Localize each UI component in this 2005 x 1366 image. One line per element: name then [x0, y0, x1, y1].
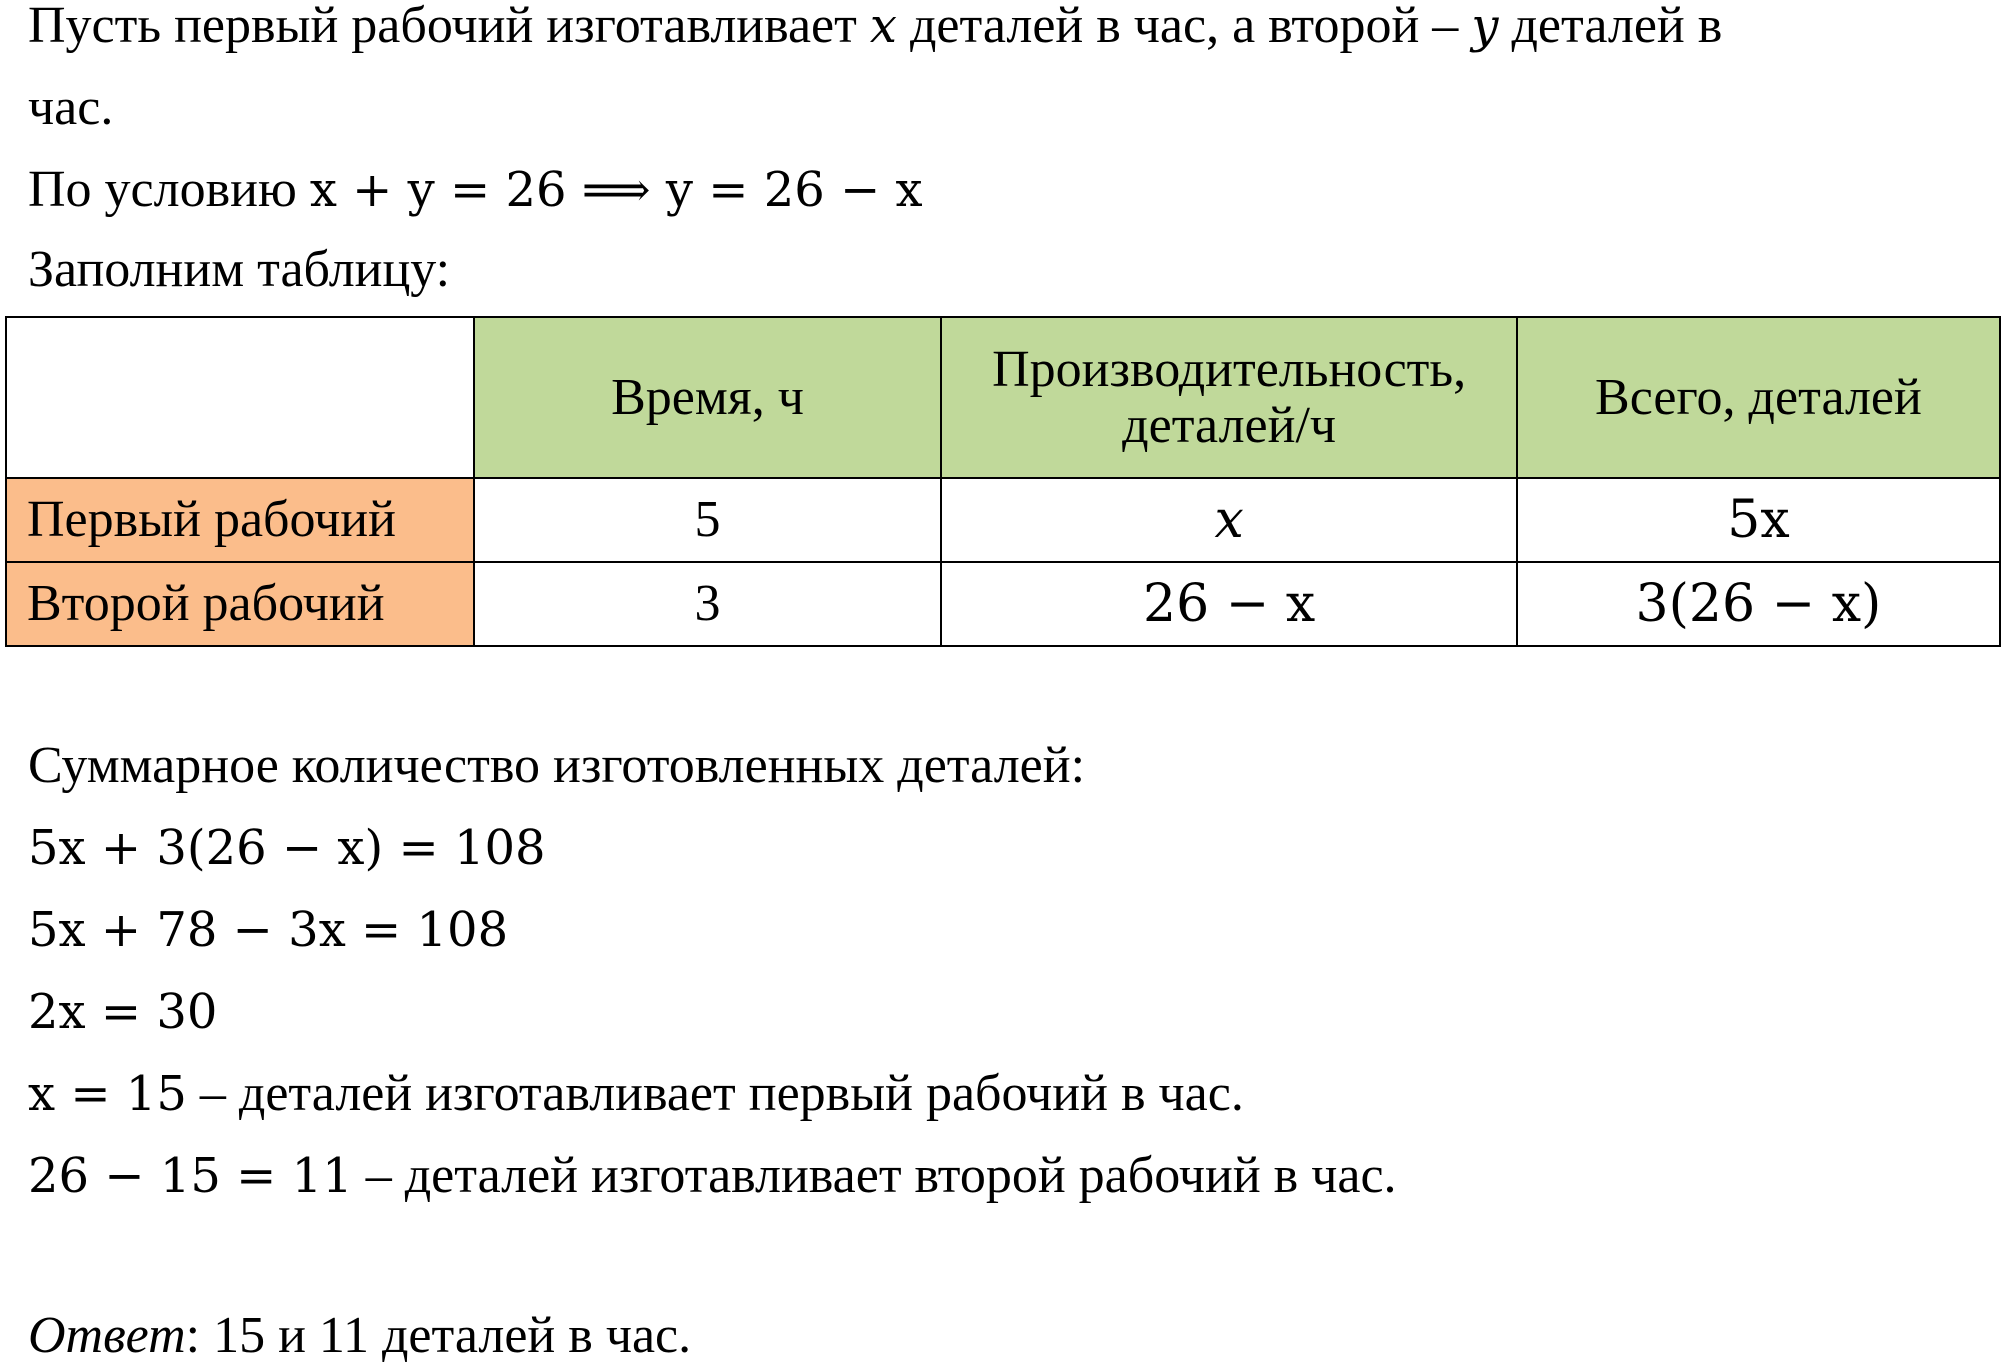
work-table	[5, 316, 2001, 647]
condition-line	[28, 160, 923, 220]
equation-4-text: – деталей изготавливает первый рабочий в час.	[186, 1065, 1244, 1122]
cell-time: 5	[474, 478, 942, 562]
sum-label: Суммарное количество изготовленных деталей:	[28, 737, 1086, 794]
cell-total: 3(26 − x)	[1517, 562, 2000, 646]
header-rate-line-1: Производительность,	[992, 340, 1467, 398]
header-total: Всего, деталей	[1517, 317, 2000, 478]
intro-line-2: час.	[28, 79, 114, 136]
table-row	[6, 562, 2000, 646]
equation-5-text: – деталей изготавливает второй рабочий в час.	[352, 1147, 1397, 1204]
equation-4: x = 15	[28, 1066, 187, 1122]
row-label-first-worker: Первый рабочий	[6, 478, 474, 562]
header-time: Время, ч	[474, 317, 942, 478]
table-row	[6, 478, 2000, 562]
header-rate-line-2: деталей/ч	[1122, 396, 1337, 454]
table-intro: Заполним таблицу:	[28, 241, 451, 298]
equation-1: 5x + 3(26 − x) = 108	[28, 820, 546, 876]
equation-5-line	[28, 1146, 1397, 1206]
cell-rate: x	[941, 478, 1517, 562]
variable-y: y	[1471, 0, 1499, 54]
header-empty-cell	[6, 317, 474, 478]
equation-4-line	[28, 1064, 1244, 1124]
intro-text-b: деталей в час, а второй –	[896, 0, 1472, 54]
cell-total: 5x	[1517, 478, 2000, 562]
table-header-row	[6, 317, 2000, 478]
intro-text-c: деталей в	[1498, 0, 1723, 54]
equation-3: 2x = 30	[28, 984, 218, 1040]
equation-2: 5x + 78 − 3x = 108	[28, 902, 509, 958]
intro-line-1	[28, 0, 1722, 56]
answer-label: Ответ	[28, 1307, 186, 1364]
condition-label: По условию	[28, 161, 310, 218]
cell-time: 3	[474, 562, 942, 646]
answer-text: : 15 и 11 деталей в час.	[185, 1307, 692, 1364]
cell-rate: 26 − x	[941, 562, 1517, 646]
row-label-second-worker: Второй рабочий	[6, 562, 474, 646]
intro-text-a: Пусть первый рабочий изготавливает	[28, 0, 870, 54]
variable-x: x	[869, 0, 897, 54]
header-rate	[941, 317, 1517, 478]
equation-5: 26 − 15 = 11	[28, 1148, 353, 1204]
answer-line	[28, 1306, 691, 1366]
condition-formula: x + y = 26 ⟹ y = 26 − x	[309, 162, 923, 218]
